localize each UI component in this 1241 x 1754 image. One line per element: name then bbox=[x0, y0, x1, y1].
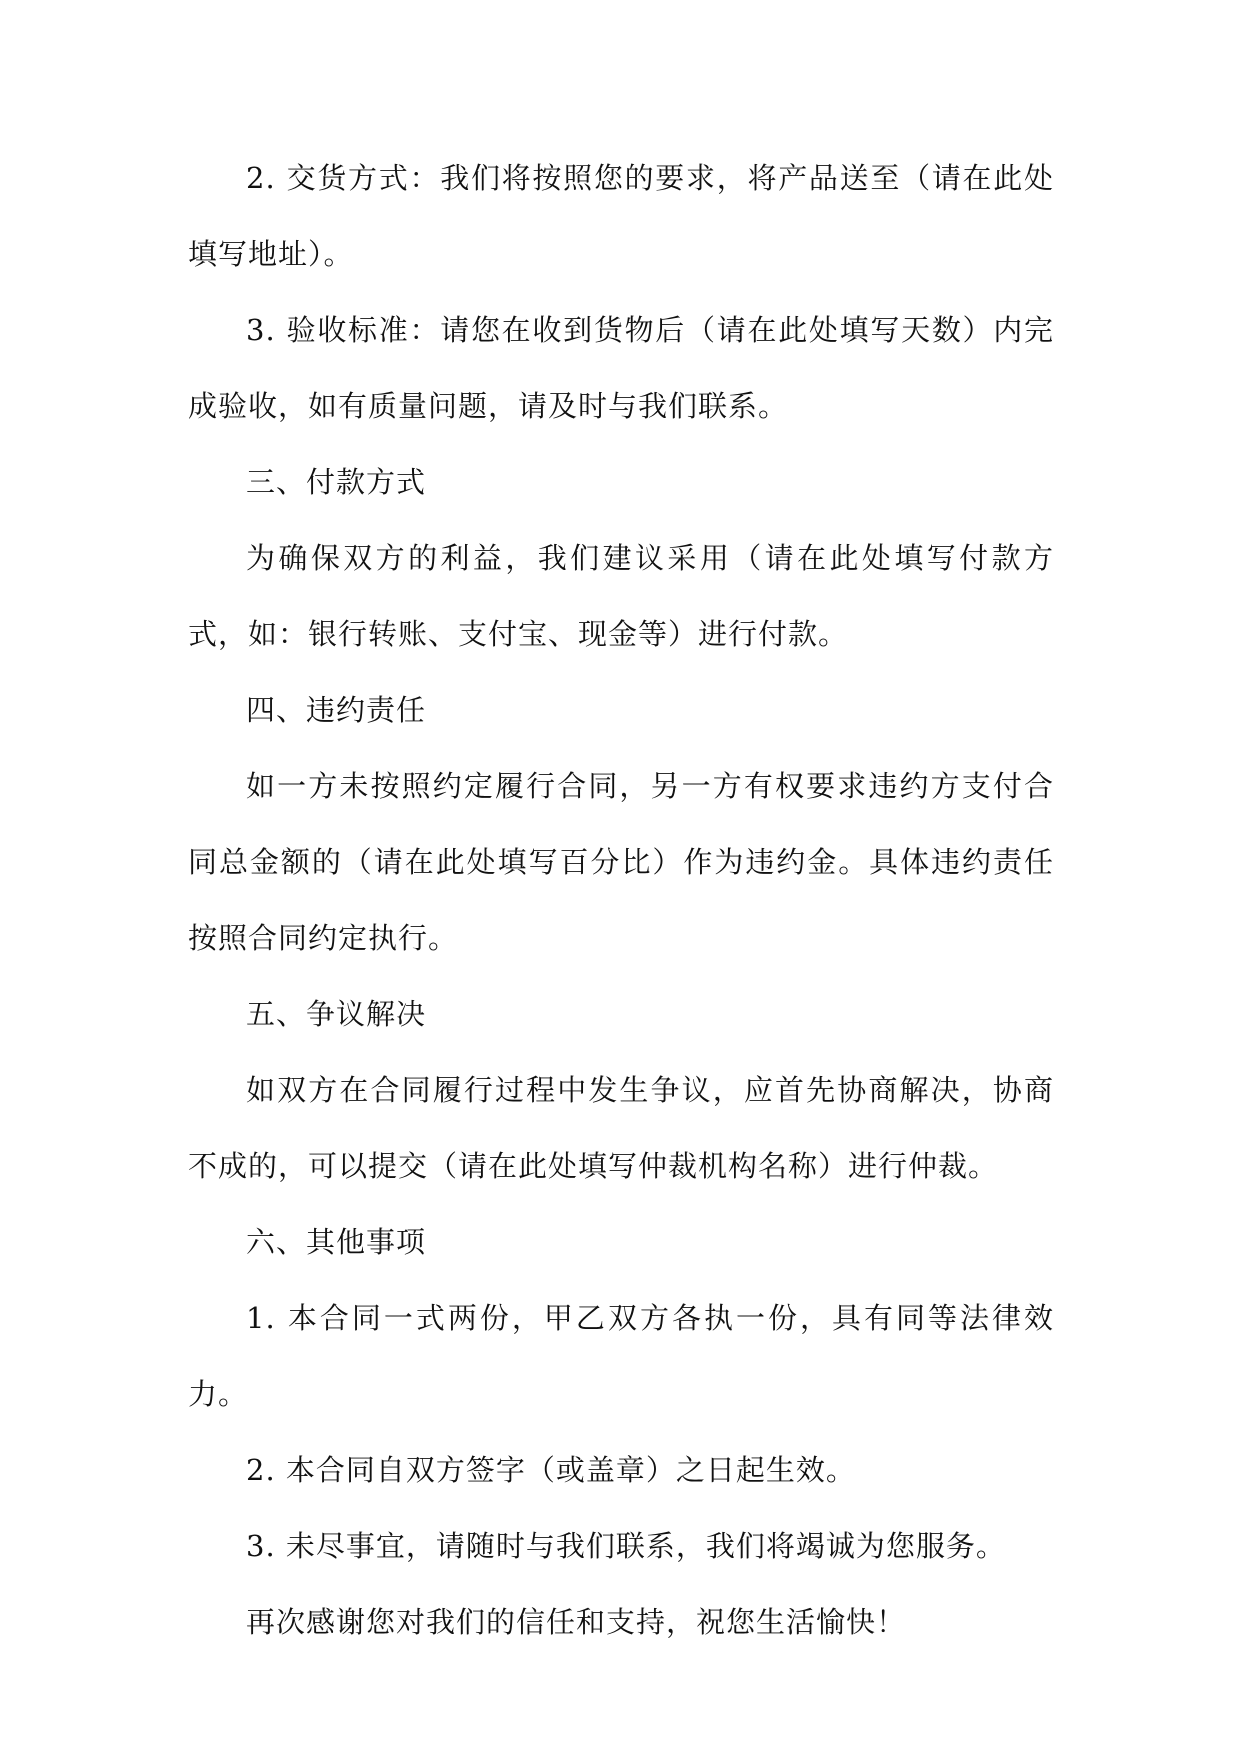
section-heading-dispute: 五、争议解决 bbox=[246, 997, 427, 1031]
section-heading-payment: 三、付款方式 bbox=[246, 465, 427, 499]
section-heading-other: 六、其他事项 bbox=[246, 1225, 427, 1259]
clause-payment-method: 为确保双方的利益，我们建议采用（请在此处填写付款方式，如：银行转账、支付宝、现金等）进行付款。 bbox=[188, 541, 1054, 651]
clause-contact: 3. 未尽事宜，请随时与我们联系，我们将竭诚为您服务。 bbox=[246, 1529, 1006, 1563]
clause-acceptance-standard: 3. 验收标准：请您在收到货物后（请在此处填写天数）内完成验收，如有质量问题，请及时与我们联系。 bbox=[188, 313, 1054, 423]
closing-thanks: 再次感谢您对我们的信任和支持，祝您生活愉快！ bbox=[246, 1605, 907, 1639]
clause-copies: 1. 本合同一式两份，甲乙双方各执一份，具有同等法律效力。 bbox=[188, 1301, 1054, 1411]
clause-dispute-resolution: 如双方在合同履行过程中发生争议，应首先协商解决，协商不成的，可以提交（请在此处填写仲裁机构名称）进行仲裁。 bbox=[188, 1073, 1054, 1183]
clause-effective-date: 2. 本合同自双方签字（或盖章）之日起生效。 bbox=[246, 1453, 856, 1487]
section-heading-liability: 四、违约责任 bbox=[246, 693, 427, 727]
clause-delivery-method: 2. 交货方式：我们将按照您的要求，将产品送至（请在此处填写地址）。 bbox=[188, 161, 1054, 271]
clause-breach-liability: 如一方未按照约定履行合同，另一方有权要求违约方支付合同总金额的（请在此处填写百分比）作为违约金。具体违约责任按照合同约定执行。 bbox=[188, 769, 1054, 955]
document-body bbox=[188, 140, 1054, 1660]
